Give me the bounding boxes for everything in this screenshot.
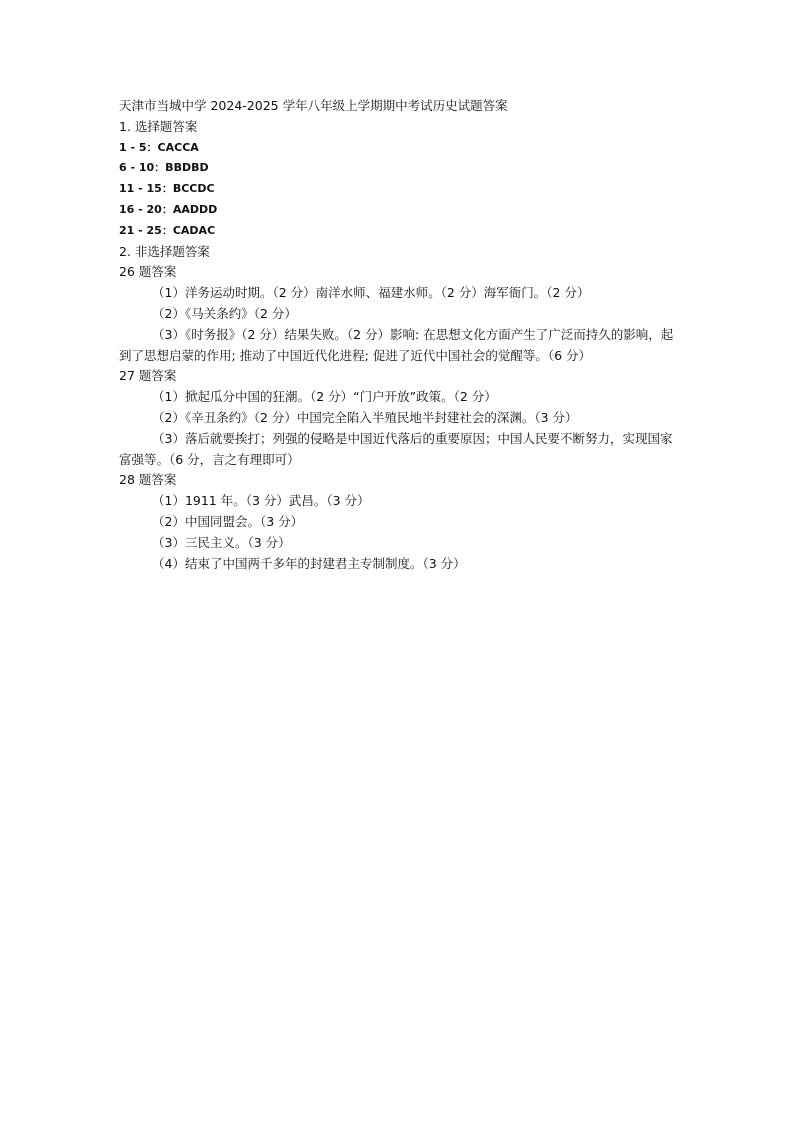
q26-answer-2: （2）《马关条约》（2 分） — [152, 305, 297, 321]
q26-answer-3: （3）《时务报》（2 分）结果失败。（2 分）影响: 在思想文化方面产生了广泛而持久的影响，起到了思想启蒙的作用; 推动了中国近代化进程; 促进了近代中国社会的觉醒等。（6 分） — [119, 326, 674, 363]
section-2-heading: 2. 非选择题答案 — [119, 243, 210, 259]
q28-answer-3: （3）三民主义。（3 分） — [152, 534, 291, 550]
q27-answer-3: （3）落后就要挨打；列强的侵略是中国近代落后的重要原因；中国人民要不断努力，实现国家富强等。（6 分，言之有理即可） — [119, 430, 673, 467]
mc-answer-row: 6 - 10：BBDBD — [119, 161, 209, 175]
q27-answer-1: （1）掀起瓜分中国的狂潮。（2 分）“门户开放”政策。（2 分） — [152, 389, 497, 405]
q28-heading: 28 题答案 — [119, 472, 177, 488]
mc-answer-row: 1 - 5：CACCA — [119, 140, 199, 154]
q28-answer-2: （2）中国同盟会。（3 分） — [152, 513, 304, 529]
q27-heading: 27 题答案 — [119, 368, 177, 384]
q28-answer-4: （4）结束了中国两千多年的封建君主专制制度。（3 分） — [152, 555, 466, 571]
mc-answer-row: 16 - 20：AADDD — [119, 202, 218, 216]
q28-answer-1: （1）1911 年。（3 分）武昌。（3 分） — [152, 493, 370, 509]
document-title: 天津市当城中学 2024-2025 学年八年级上学期期中考试历史试题答案 — [119, 98, 508, 113]
mc-answer-row: 21 - 25：CADAC — [119, 223, 216, 237]
section-1-heading: 1. 选择题答案 — [119, 118, 198, 134]
q26-heading: 26 题答案 — [119, 264, 177, 280]
answer-document — [119, 96, 679, 574]
q27-answer-2: （2）《辛丑条约》（2 分）中国完全陷入半殖民地半封建社会的深渊。（3 分） — [152, 409, 578, 425]
mc-answer-row: 11 - 15：BCCDC — [119, 182, 215, 196]
q26-answer-1: （1）洋务运动时期。（2 分）南洋水师、福建水师。（2 分）海军衙门。（2 分） — [152, 285, 590, 301]
